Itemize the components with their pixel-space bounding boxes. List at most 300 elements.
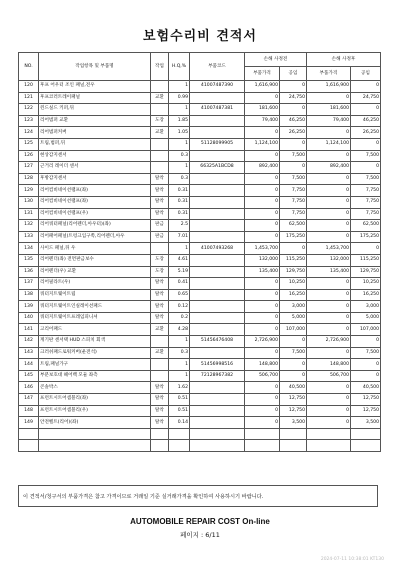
after-part-price: 0 [307,196,351,208]
hq-value: 1 [169,370,190,382]
item-name: 쿼터지트웨이트립 [39,289,151,301]
before-part-price [245,440,280,452]
before-labor: 7,500 [280,347,307,359]
row-no: 121 [19,92,39,104]
part-code [190,266,245,278]
after-part-price: 0 [307,394,351,406]
before-labor: 0 [280,370,307,382]
table-row [19,278,381,290]
row-no: 128 [19,173,39,185]
before-part-price: 0 [245,324,280,336]
item-name: 윈드실드 키퍼,뒤 [39,104,151,116]
hq-value: 0.12 [169,301,190,313]
row-no: 130 [19,196,39,208]
item-name: 리어범퍼 교환 [39,115,151,127]
after-labor: 7,750 [351,196,381,208]
before-labor: 5,000 [280,312,307,324]
after-labor: 3,000 [351,301,381,313]
after-part-price: 79,400 [307,115,351,127]
table-row [19,208,381,220]
after-labor: 62,500 [351,220,381,232]
after-labor: 24,750 [351,92,381,104]
part-code [190,231,245,243]
part-code [190,394,245,406]
row-no: 139 [19,301,39,313]
table-row [19,150,381,162]
after-part-price: 0 [307,278,351,290]
header-work: 작업 [151,53,169,81]
hq-value: 1 [169,243,190,255]
before-labor [280,440,307,452]
row-no: 147 [19,394,39,406]
work-type [151,370,169,382]
table-row [19,324,381,336]
hq-value: 7.01 [169,231,190,243]
after-part-price: 0 [307,231,351,243]
item-name: 리어컴비네이션램프(좌) [39,196,151,208]
row-no: 137 [19,278,39,290]
work-type: 탈착 [151,173,169,185]
before-part-price: 0 [245,405,280,417]
before-part-price: 0 [245,312,280,324]
after-labor: 7,500 [351,347,381,359]
part-code: 51128099905 [190,138,245,150]
before-part-price: 0 [245,347,280,359]
hq-value: 2.5 [169,220,190,232]
before-part-price: 135,400 [245,266,280,278]
after-labor: 0 [351,336,381,348]
header-before-part-price: 부품가격 [245,67,280,81]
hq-value: 1 [169,162,190,174]
table-row [19,162,381,174]
after-part-price: 1,616,900 [307,81,351,93]
hq-value: 0.14 [169,417,190,429]
row-no: 127 [19,162,39,174]
after-labor: 0 [351,138,381,150]
after-labor: 12,750 [351,405,381,417]
header-after-labor: 공임 [351,67,381,81]
after-part-price: 0 [307,417,351,429]
before-labor: 7,500 [280,173,307,185]
row-no: 134 [19,243,39,255]
work-type: 탈착 [151,208,169,220]
item-name: 리어컴비네이션램프(좌) [39,185,151,197]
after-labor: 107,000 [351,324,381,336]
before-part-price: 0 [245,127,280,139]
work-type: 도장 [151,254,169,266]
before-part-price: 0 [245,289,280,301]
table-row [19,312,381,324]
table-row [19,266,381,278]
before-labor: 0 [280,359,307,371]
item-name: 리어필라트(우) [39,278,151,290]
hq-value: 0.99 [169,92,190,104]
after-labor: 46,250 [351,115,381,127]
before-part-price: 892,400 [245,162,280,174]
after-part-price: 132,000 [307,254,351,266]
part-code [190,405,245,417]
after-part-price: 0 [307,173,351,185]
before-part-price: 0 [245,92,280,104]
row-no: 132 [19,220,39,232]
hq-value: 4.61 [169,254,190,266]
part-code [190,347,245,359]
item-name: 리어펜더(우) 교환 [39,266,151,278]
before-part-price: 0 [245,231,280,243]
header-after-part-price: 부품가격 [307,67,351,81]
before-labor: 16,250 [280,289,307,301]
part-code [190,127,245,139]
table-row [19,370,381,382]
item-name: 리어범퍼커버 [39,127,151,139]
after-labor: 10,250 [351,278,381,290]
after-part-price: 0 [307,185,351,197]
before-labor: 0 [280,81,307,93]
row-no: 141 [19,324,39,336]
row-no: 125 [19,138,39,150]
after-labor [351,440,381,452]
work-type: 교환 [151,92,169,104]
table-row [19,127,381,139]
work-type: 탈착 [151,196,169,208]
header-no: NO. [19,53,39,81]
after-part-price: 0 [307,312,351,324]
before-part-price: 148,800 [245,359,280,371]
table-row [19,231,381,243]
work-type: 판금 [151,231,169,243]
hq-value: 0.51 [169,405,190,417]
part-code [190,220,245,232]
before-labor: 10,250 [280,278,307,290]
part-code: 66325A1BCD8 [190,162,245,174]
header-hq: H.Q,% [169,53,190,81]
after-labor: 0 [351,81,381,93]
after-part-price: 135,400 [307,266,351,278]
before-part-price: 1,124,100 [245,138,280,150]
before-part-price: 0 [245,394,280,406]
document-title: 보험수리비 견적서 [143,29,257,44]
estimate-table [18,52,381,452]
after-part-price: 0 [307,301,351,313]
before-part-price: 181,600 [245,104,280,116]
part-code [190,208,245,220]
after-part-price [307,428,351,440]
item-name: 트림,범퍼,뒤 [39,138,151,150]
row-no: 126 [19,150,39,162]
part-code [190,324,245,336]
after-labor: 26,250 [351,127,381,139]
before-labor: 107,000 [280,324,307,336]
row-no [19,440,39,452]
after-labor: 16,250 [351,289,381,301]
table-row [19,359,381,371]
after-part-price: 892,400 [307,162,351,174]
before-part-price: 0 [245,220,280,232]
before-part-price: 0 [245,196,280,208]
table-row [19,220,381,232]
after-part-price: 0 [307,405,351,417]
work-type [151,428,169,440]
item-name: 리어컴비네이션램프(우) [39,208,151,220]
before-labor: 0 [280,243,307,255]
work-type: 교환 [151,347,169,359]
row-no: 148 [19,405,39,417]
hq-value: 0.3 [169,150,190,162]
part-code: 51456998516 [190,359,245,371]
item-name: 후방감지센서 [39,173,151,185]
work-type: 탈착 [151,278,169,290]
part-code: 51456476408 [190,336,245,348]
header-after: 손해 사정후 [307,53,381,67]
after-part-price: 0 [307,208,351,220]
header-item: 작업항목 및 부품명 [39,53,151,81]
before-labor: 62,500 [280,220,307,232]
before-labor: 12,750 [280,405,307,417]
row-no: 135 [19,254,39,266]
item-name: 리어펜더(좌) 전면판금보수 [39,254,151,266]
before-labor: 0 [280,162,307,174]
part-code [190,185,245,197]
item-name: 트림,패널가구 [39,359,151,371]
header-code: 부품코드 [190,53,245,81]
row-no: 131 [19,208,39,220]
work-type: 탈착 [151,289,169,301]
table-row [19,115,381,127]
hq-value: 0.3 [169,347,190,359]
work-type: 판금 [151,220,169,232]
after-labor: 7,750 [351,185,381,197]
item-name: 안전벨트(리어)(좌) [39,417,151,429]
table-row [19,336,381,348]
row-no: 136 [19,266,39,278]
after-labor: 0 [351,104,381,116]
item-name: 후프코러트레이패널 [39,92,151,104]
row-no: 120 [19,81,39,93]
before-labor: 175,250 [280,231,307,243]
table-row [19,417,381,429]
work-type: 탈착 [151,301,169,313]
table-row [19,289,381,301]
before-part-price: 506,700 [245,370,280,382]
part-code [190,428,245,440]
before-labor: 115,250 [280,254,307,266]
part-code: 72128967382 [190,370,245,382]
part-code: 41007493268 [190,243,245,255]
part-code [190,278,245,290]
part-code [190,92,245,104]
table-row [19,138,381,150]
before-labor: 40,500 [280,382,307,394]
table-row [19,405,381,417]
item-name: 크러쉬패드로워커버(운전석) [39,347,151,359]
row-no: 122 [19,104,39,116]
before-labor: 7,750 [280,185,307,197]
before-part-price: 1,453,700 [245,243,280,255]
item-name: 근거리 레이더 센서 [39,162,151,174]
before-part-price: 0 [245,301,280,313]
work-type: 도장 [151,115,169,127]
hq-value: 1 [169,359,190,371]
item-name: 리어쿼터패널(리어펜더,아우터)(좌) [39,220,151,232]
footer-title: AUTOMOBILE REPAIR COST On-line [130,517,270,526]
before-labor: 7,750 [280,196,307,208]
table-row [19,243,381,255]
hq-value: 0.65 [169,289,190,301]
hq-value: 0.41 [169,278,190,290]
item-name: 계기판 센서택 HUD 스피치 회색 [39,336,151,348]
item-name: 고리어패드 [39,324,151,336]
hq-value: 0.31 [169,196,190,208]
hq-value [169,428,190,440]
before-part-price [245,428,280,440]
row-no: 124 [19,127,39,139]
after-part-price: 0 [307,220,351,232]
row-no: 146 [19,382,39,394]
before-part-price: 0 [245,382,280,394]
row-no: 145 [19,370,39,382]
work-type: 탈착 [151,382,169,394]
part-code [190,150,245,162]
work-type: 교환 [151,127,169,139]
part-code [190,312,245,324]
header-before: 손해 사정전 [245,53,307,67]
table-row [19,104,381,116]
work-type [151,162,169,174]
work-type: 탈착 [151,394,169,406]
after-labor: 7,750 [351,208,381,220]
after-labor: 0 [351,359,381,371]
row-no: 142 [19,336,39,348]
after-labor: 7,500 [351,173,381,185]
before-labor: 7,500 [280,150,307,162]
after-labor: 0 [351,243,381,255]
hq-value: 5.19 [169,266,190,278]
before-part-price: 0 [245,208,280,220]
item-name: 현상감지센서 [39,150,151,162]
table-row [19,394,381,406]
item-name: 콘솔박스 [39,382,151,394]
item-name: 리어패어패널(트렁크입구쪽,리어펜더,아우 [39,231,151,243]
before-part-price: 2,726,900 [245,336,280,348]
work-type: 탈착 [151,312,169,324]
before-labor [280,428,307,440]
before-labor: 26,250 [280,127,307,139]
item-name: 프런트시트어셈블리(우) [39,405,151,417]
before-part-price: 0 [245,150,280,162]
header-before-labor: 공임 [280,67,307,81]
hq-value [169,440,190,452]
work-type [151,336,169,348]
print-timestamp: 2024-07-11 10:38:01 KT130 [320,557,384,562]
hq-value: 1.62 [169,382,190,394]
before-labor: 3,500 [280,417,307,429]
after-part-price: 0 [307,127,351,139]
after-part-price: 0 [307,347,351,359]
after-labor: 5,000 [351,312,381,324]
work-type [151,243,169,255]
before-labor: 46,250 [280,115,307,127]
item-name [39,440,151,452]
work-type [151,138,169,150]
hq-value: 4.28 [169,324,190,336]
after-labor: 12,750 [351,394,381,406]
before-part-price: 0 [245,417,280,429]
before-part-price: 0 [245,185,280,197]
after-labor: 0 [351,370,381,382]
after-part-price: 181,600 [307,104,351,116]
after-part-price: 1,124,100 [307,138,351,150]
item-name: 쿼터지트웨이트프레임피니셔 [39,312,151,324]
after-labor: 175,250 [351,231,381,243]
after-labor [351,428,381,440]
part-code [190,115,245,127]
table-row [19,382,381,394]
after-labor: 129,750 [351,266,381,278]
after-part-price: 2,726,900 [307,336,351,348]
work-type: 교환 [151,324,169,336]
hq-value: 1.05 [169,127,190,139]
row-no: 129 [19,185,39,197]
work-type [151,440,169,452]
part-code [190,196,245,208]
part-code [190,173,245,185]
after-labor: 115,250 [351,254,381,266]
hq-value: 0.2 [169,312,190,324]
work-type: 도장 [151,266,169,278]
part-code [190,289,245,301]
item-name: 쿼터지트웨이트인실레이션패드 [39,301,151,313]
after-part-price: 1,453,700 [307,243,351,255]
after-labor: 7,500 [351,150,381,162]
table-row [19,428,381,440]
table-row [19,301,381,313]
before-labor: 0 [280,336,307,348]
hq-value: 0.31 [169,185,190,197]
table-row [19,81,381,93]
hq-value: 1 [169,138,190,150]
before-part-price: 79,400 [245,115,280,127]
before-labor: 129,750 [280,266,307,278]
after-part-price: 148,800 [307,359,351,371]
after-part-price: 0 [307,382,351,394]
after-part-price: 0 [307,289,351,301]
work-type [151,104,169,116]
after-part-price: 0 [307,150,351,162]
before-part-price: 0 [245,173,280,185]
before-labor: 3,000 [280,301,307,313]
header-row-1 [19,53,381,67]
part-code: 41007487390 [190,81,245,93]
table-row [19,92,381,104]
before-labor: 0 [280,104,307,116]
table-row [19,173,381,185]
before-part-price: 132,000 [245,254,280,266]
part-code [190,417,245,429]
work-type: 탈착 [151,417,169,429]
work-type [151,81,169,93]
hq-value: 1.85 [169,115,190,127]
row-no: 140 [19,312,39,324]
after-part-price: 506,700 [307,370,351,382]
table-row [19,196,381,208]
hq-value: 1 [169,81,190,93]
hq-value: 0.51 [169,394,190,406]
part-code [190,382,245,394]
row-no: 143 [19,347,39,359]
work-type [151,150,169,162]
row-no: 133 [19,231,39,243]
row-no [19,428,39,440]
